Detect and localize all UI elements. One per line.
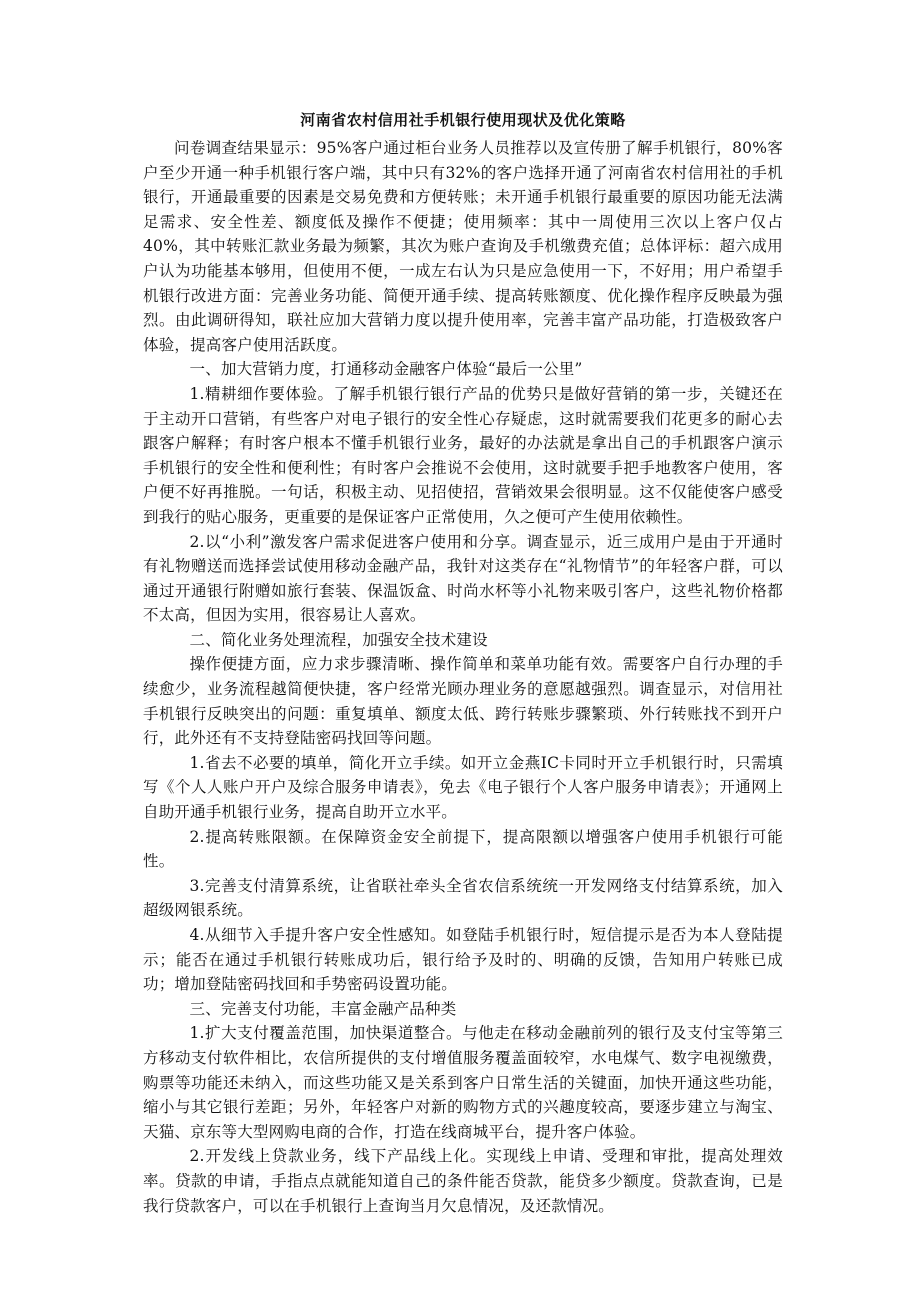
section-2-heading: 二、简化业务处理流程，加强安全技术建设 [189,630,488,649]
document-title: 河南省农村信用社手机银行使用现状及优化策略 [300,111,626,129]
section-3-paragraph-1: 1.扩大支付覆盖范围，加快渠道整合。与他走在移动金融前列的银行及支付宝等第三方移动支付软件相比，农信所提供的支付增值服务覆盖面较窄，水电煤气、数字电视缴费，购票等功能还未纳入，而这些功能又是关系到客户日常生活的关键面，加快开通这些功能，缩小与其它银行差距；另外，年轻客户对新的购物方式的兴趣度较高，要逐步建立与淘宝、天猫、京东等大型网购电商的合作，打造在线商城平台，提升客户体验。 [143,1024,783,1141]
section-2-paragraph-4: 4.从细节入手提升客户安全性感知。如登陆手机银行时，短信提示是否为本人登陆提示；能否在通过手机银行转账成功后，银行给予及时的、明确的反馈，告知用户转账已成功；增加登陆密码找回和手势密码设置功能。 [143,926,783,994]
section-3-paragraph-2: 2.开发线上贷款业务，线下产品线上化。实现线上申请、受理和审批，提高处理效率。贷款的申请，手指点点就能知道自己的条件能否贷款，能贷多少额度。贷款查询，已是我行贷款客户，可以在手机银行上查询当月欠息情况，及还款情况。 [143,1147,783,1215]
document-page [143,108,783,1218]
section-1-paragraph-2: 2.以“小利”激发客户需求促进客户使用和分享。调查显示，近三成用户是由于开通时有礼物赠送而选择尝试使用移动金融产品，我针对这类存在“礼物情节”的年轻客户群，可以通过开通银行附赠如旅行套装、保温饭盒、时尚水杯等小礼物来吸引客户，这些礼物价格都不太高，但因为实用，很容易让人喜欢。 [143,532,783,625]
section-1-paragraph-1: 1.精耕细作要体验。了解手机银行银行产品的优势只是做好营销的第一步，关键还在于主动开口营销，有些客户对电子银行的安全性心存疑虑，这时就需要我们花更多的耐心去跟客户解释；有时客户根本不懂手机银行业务，最好的办法就是拿出自己的手机跟客户演示手机银行的安全性和便利性；有时客户会推说不会使用，这时就要手把手地教客户使用，客户便不好再推脱。一句话，积极主动、见招使招，营销效果会很明显。这不仅能使客户感受到我行的贴心服务，更重要的是保证客户正常使用，久之便可产生使用依赖性。 [143,384,783,526]
section-2-paragraph-2: 2.提高转账限额。在保障资金安全前提下，提高限额以增强客户使用手机银行可能性。 [143,827,783,871]
section-3-heading: 三、完善支付功能，丰富金融产品种类 [189,999,457,1018]
section-2-paragraph-1: 1.省去不必要的填单，简化开立手续。如开立金燕IC卡同时开立手机银行时，只需填写《个人人账户开户及综合服务申请表》，免去《电子银行个人客户服务申请表》；开通网上自助开通手机银行业务，提高自助开立水平。 [143,753,783,822]
intro-paragraph: 问卷调查结果显示：95%客户通过柜台业务人员推荐以及宣传册了解手机银行，80%客户至少开通一种手机银行客户端，其中只有32%的客户选择开通了河南省农村信用社的手机银行，开通最重要的因素是交易免费和方便转账；未开通手机银行最重要的原因功能无法满足需求、安全性差、额度低及操作不便捷；使用频率：其中一周使用三次以上客户仅占40%，其中转账汇款业务最为频繁，其次为账户查询及手机缴费充值；总体评标：超六成用户认为功能基本够用，但使用不便，一成左右认为只是应急使用一下，不好用；用户希望手机银行改进方面：完善业务功能、简便开通手续、提高转账额度、优化操作程序反映最为强烈。由此调研得知，联社应加大营销力度以提升使用率，完善丰富产品功能，打造极致客户体验，提高客户使用活跃度。 [143,139,783,354]
section-2-paragraph-0: 操作便捷方面，应力求步骤清晰、操作简单和菜单功能有效。需要客户自行办理的手续愈少，业务流程越简便快捷，客户经常光顾办理业务的意愿越强烈。调查显示，对信用社手机银行反映突出的问题：重复填单、额度太低、跨行转账步骤繁琐、外行转账找不到开户行，此外还有不支持登陆密码找回等问题。 [143,655,783,748]
section-2-paragraph-3: 3.完善支付清算系统，让省联社牵头全省农信系统统一开发网络支付结算系统，加入超级网银系统。 [143,876,783,920]
section-1-heading: 一、加大营销力度，打通移动金融客户体验“最后一公里” [189,360,583,379]
